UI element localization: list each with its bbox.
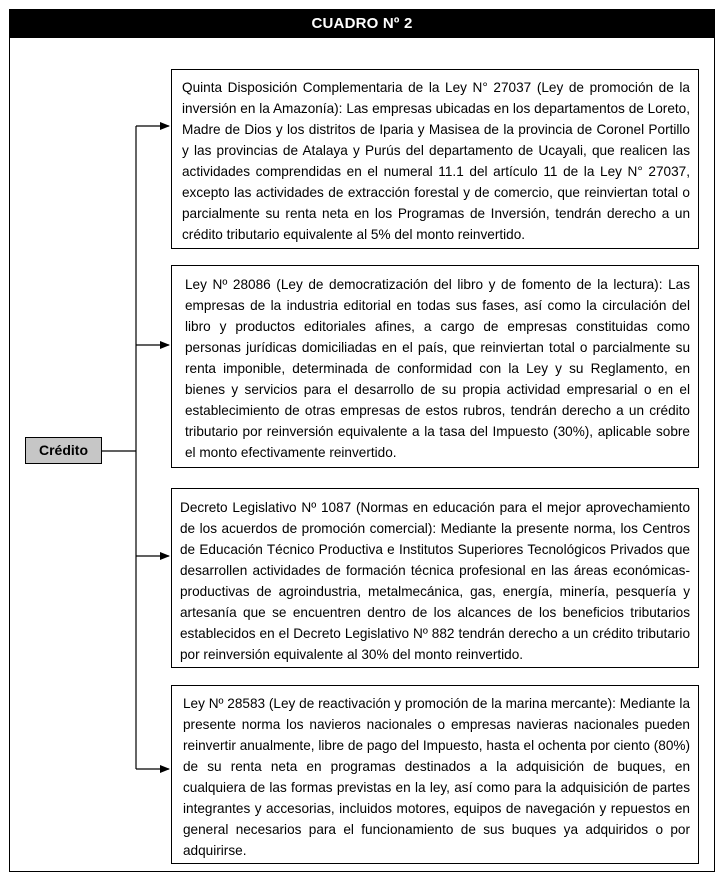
credit-item-ley-28583: Ley Nº 28583 (Ley de reactivación y promoción de la marina mercante): Mediante la presente norma los navieros nacionales o empresas navieras nacionales pueden reinvertir anualmente, libre de pago del Impuesto, hasta el ochenta por ciento (80%) de su renta neta en programas destinados a la adquisición de buques, en cualquiera de las formas previstas en la ley, así como para la adquisición de partes integrantes y accesorias, incluidos motores, equipos de navegación y repuestos en general necesarios para el funcionamiento de sus buques ya adquiridos o por adquirirse. — [171, 685, 699, 864]
credit-item-ley-28086: Ley Nº 28086 (Ley de democratización del libro y de fomento de la lectura): Las empresas de la industria editorial en todas sus fases, así como la circulación del libro y productos editoriales afines, a cargo de empresas constituidas como personas jurídicas domiciliadas en el país, que reinviertan total o parcialmente su renta imponible, determinada de conformidad con la Ley y su Reglamento, en bienes y servicios para el desarrollo de su propia actividad empresarial o en el establecimiento de otras empresas de estos rubros, tendrán derecho a un crédito tributario por reinversión equivalente a la tasa del Impuesto (30%), aplicable sobre el monto efectivamente reinvertido. — [171, 265, 699, 468]
credit-node: Crédito — [25, 437, 102, 464]
credit-item-ley-27037: Quinta Disposición Complementaria de la Ley N° 27037 (Ley de promoción de la inversión en la Amazonía): Las empresas ubicadas en los departamentos de Loreto, Madre de Dios y los distritos de Iparia y Masisea de la provincia de Coronel Portillo y las provincias de Atalaya y Purús del departamento de Ucayali, que realicen las actividades comprendidas en el numeral 11.1 del artículo 11 de la Ley N° 27037, excepto las actividades de extracción forestal y de comercio, que reinviertan total o parcialmente su renta neta en los Programas de Inversión, tendrán derecho a un crédito tributario equivalente al 5% del monto reinvertido. — [171, 69, 699, 249]
credit-item-dl-1087: Decreto Legislativo Nº 1087 (Normas en educación para el mejor aprovechamiento de los acuerdos de promoción comercial): Mediante la presente norma, los Centros de Educación Técnico Productiva e Institutos Superiores Tecnológicos Privados que desarrollen actividades de formación técnica profesional en las áreas económicas-productivas de agroindustria, metalmecánica, gas, energía, minería, pesquería y artesanía que se encuentren dentro de los alcances de los beneficios tributarios establecidos en el Decreto Legislativo Nº 882 tendrán derecho a un crédito tributario por reinversión equivalente al 30% del monto reinvertido. — [171, 488, 699, 668]
diagram-title: CUADRO Nº 2 — [9, 9, 715, 38]
